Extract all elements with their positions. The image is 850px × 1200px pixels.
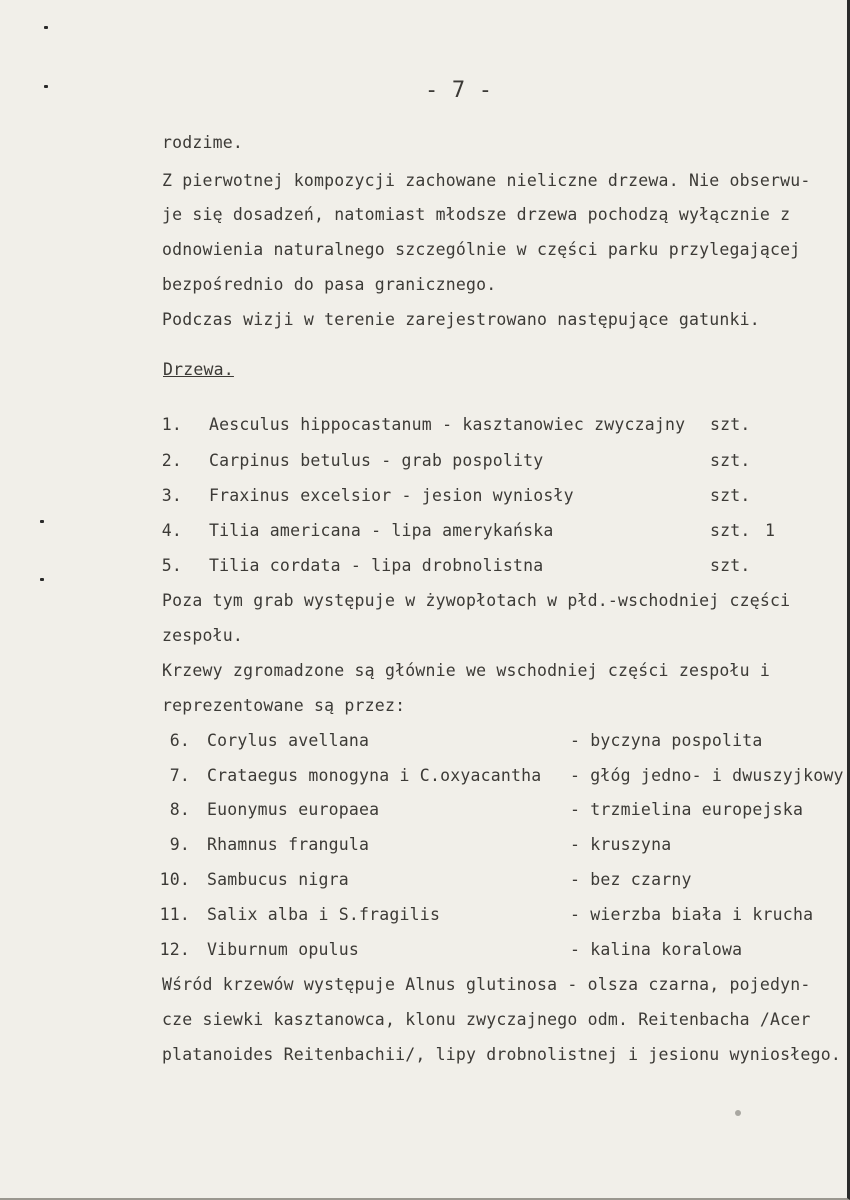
item-number: 7. xyxy=(169,766,190,785)
trees-heading: Drzewa. xyxy=(163,360,234,379)
species-polish: - trzmielina europejska xyxy=(570,800,804,819)
item-number: 2. xyxy=(161,451,182,470)
paragraph-line: bezpośrednio do pasa granicznego. xyxy=(162,275,497,294)
paragraph-line: rodzime. xyxy=(162,133,244,152)
paragraph-line: reprezentowane są przez: xyxy=(162,696,406,715)
punch-mark xyxy=(44,85,48,88)
item-number: 6. xyxy=(169,731,190,750)
item-number: 9. xyxy=(169,835,190,854)
punch-mark xyxy=(40,520,44,523)
paragraph-line: odnowienia naturalnego szczególnie w części parku przylegającej xyxy=(162,240,801,259)
item-number: 1. xyxy=(161,415,182,434)
paragraph-line: Wśród krzewów występuje Alnus glutinosa - olsza czarna, pojedyn- xyxy=(162,975,811,994)
species-polish: - wierzba biała i krucha xyxy=(570,905,814,924)
punch-mark xyxy=(44,26,48,29)
species-latin: Euonymus europaea xyxy=(207,800,380,819)
species-name: Aesculus hippocastanum - kasztanowiec zwyczajny xyxy=(209,415,686,434)
paragraph-line: cze siewki kasztanowca, klonu zwyczajnego odm. Reitenbacha /Acer xyxy=(162,1010,811,1029)
item-number: 4. xyxy=(161,521,182,540)
species-polish: - kruszyna xyxy=(570,835,672,854)
punch-mark xyxy=(40,578,44,581)
page-number: - 7 - xyxy=(425,78,493,103)
species-latin: Sambucus nigra xyxy=(207,870,349,889)
paragraph-line: Z pierwotnej kompozycji zachowane nieliczne drzewa. Nie obserwu- xyxy=(162,171,811,190)
item-number: 10. xyxy=(159,870,190,889)
species-name: Carpinus betulus - grab pospolity xyxy=(209,451,544,470)
unit-label: szt. xyxy=(710,451,751,470)
paragraph-line: je się dosadzeń, natomiast młodsze drzewa pochodzą wyłącznie z xyxy=(162,205,791,224)
unit-label: szt. xyxy=(710,521,751,540)
unit-label: szt. xyxy=(710,556,751,575)
species-polish: - głóg jedno- i dwuszyjkowy xyxy=(570,766,844,785)
paper-speck xyxy=(735,1110,741,1116)
species-polish: - bez czarny xyxy=(570,870,692,889)
species-name: Fraxinus excelsior - jesion wyniosły xyxy=(209,486,574,505)
paragraph-line: zespołu. xyxy=(162,626,244,645)
item-number: 3. xyxy=(161,486,182,505)
species-polish: - byczyna pospolita xyxy=(570,731,763,750)
count-value: 1 xyxy=(765,521,776,540)
species-latin: Corylus avellana xyxy=(207,731,370,750)
species-polish: - kalina koralowa xyxy=(570,940,743,959)
unit-label: szt. xyxy=(710,486,751,505)
species-name: Tilia americana - lipa amerykańska xyxy=(209,521,554,540)
item-number: 12. xyxy=(159,940,190,959)
species-latin: Rhamnus frangula xyxy=(207,835,370,854)
species-latin: Viburnum opulus xyxy=(207,940,360,959)
species-latin: Crataegus monogyna i C.oxyacantha xyxy=(207,766,542,785)
paragraph-line: Poza tym grab występuje w żywopłotach w płd.-wschodniej części xyxy=(162,591,791,610)
item-number: 8. xyxy=(169,800,190,819)
paragraph-line: platanoides Reitenbachii/, lipy drobnolistnej i jesionu wyniosłego. xyxy=(162,1045,841,1064)
item-number: 11. xyxy=(159,905,190,924)
item-number: 5. xyxy=(161,556,182,575)
species-name: Tilia cordata - lipa drobnolistna xyxy=(209,556,544,575)
paragraph-line: Krzewy zgromadzone są głównie we wschodniej części zespołu i xyxy=(162,661,771,680)
unit-label: szt. xyxy=(710,415,751,434)
species-latin: Salix alba i S.fragilis xyxy=(207,905,441,924)
paragraph-line: Podczas wizji w terenie zarejestrowano następujące gatunki. xyxy=(162,310,760,329)
